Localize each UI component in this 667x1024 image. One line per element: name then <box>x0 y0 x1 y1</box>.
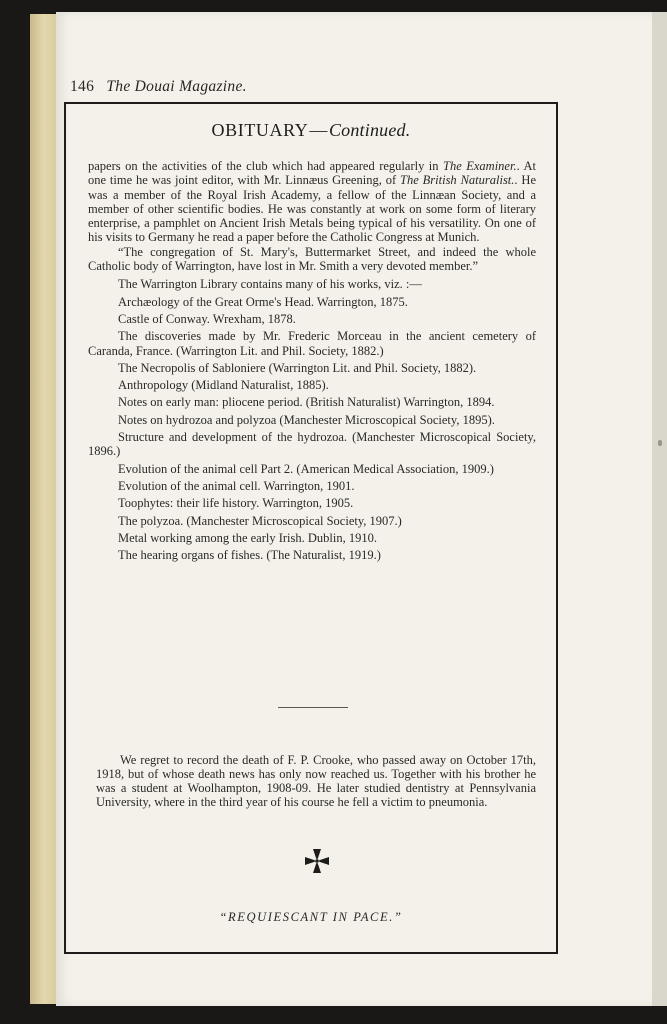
paragraph-club-papers <box>88 159 536 245</box>
work-item: Structure and development of the hydrozoa. (Manchester Microscopical Society, 1896.) <box>88 430 536 459</box>
work-item: The hearing organs of fishes. (The Naturalist, 1919.) <box>118 548 381 563</box>
work-item: Metal working among the early Irish. Dublin, 1910. <box>118 530 377 545</box>
obituary-body <box>88 159 536 562</box>
publication-examiner: The Examiner. <box>443 159 517 173</box>
work-item: The polyzoa. (Manchester Microscopical Society, 1907.) <box>118 513 402 528</box>
paragraph-library: The Warrington Library contains many of his works, viz. :— <box>118 277 422 292</box>
magazine-title: The Douai Magazine. <box>106 78 247 95</box>
cross-pattee-icon <box>304 848 330 874</box>
work-item: The discoveries made by Mr. Frederic Morceau in the ancient cemetery of Caranda, France. (Warrington Lit. and Phil. Society, 1882.) <box>88 329 536 358</box>
text-run: . He was a member of the Royal Irish Academy, a fellow of the Linnæan Society, and a member of other scientific bodies. He was constantly at work on some form of literary enterprise, a pamphlet on Ancient Irish Metals being typical of his versatility. On one of his visits to Germany he read a paper before the Catholic Congress at Munich. <box>88 173 537 245</box>
work-item: Evolution of the animal cell Part 2. (American Medical Association, 1909.) <box>118 461 494 476</box>
section-divider <box>278 707 348 708</box>
work-item: Notes on hydrozoa and polyzoa (Manchester Microscopical Society, 1895). <box>118 412 495 427</box>
work-item: Toophytes: their life history. Warrington, 1905. <box>118 496 354 511</box>
obituary-frame <box>64 102 558 954</box>
work-item: Evolution of the animal cell. Warrington, 1901. <box>118 478 355 493</box>
page-number: 146 <box>70 78 95 95</box>
requiescant-line: “REQUIESCANT IN PACE.” <box>219 910 403 924</box>
work-item: Castle of Conway. Wrexham, 1878. <box>118 311 296 326</box>
text-run: papers on the activities of the club which had appeared regularly in <box>88 159 444 173</box>
work-item: The Necropolis of Sabloniere (Warrington Lit. and Phil. Society, 1882). <box>118 360 477 375</box>
text-run: . At one time he was joint editor, with Mr. Linnæus Greening, of <box>88 159 537 188</box>
obituary-heading <box>66 120 556 141</box>
running-head <box>70 78 247 96</box>
publication-british-naturalist: The British Naturalist. <box>400 173 515 188</box>
paragraph-congregation: “The congregation of St. Mary's, Buttermarket Street, and indeed the whole Catholic body of Warrington, have lost in Mr. Smith a very devoted member.” <box>88 244 536 274</box>
work-item: Anthropology (Midland Naturalist, 1885). <box>118 378 329 393</box>
work-item: Notes on early man: pliocene period. (British Naturalist) Warrington, 1894. <box>118 395 495 410</box>
heading-continued: Continued. <box>328 120 411 140</box>
facing-page-edge <box>652 12 667 1006</box>
heading-dash: — <box>309 120 328 140</box>
work-item: Archæology of the Great Orme's Head. Warrington, 1875. <box>118 294 408 309</box>
margin-mark <box>658 440 662 446</box>
paragraph-crooke-notice: We regret to record the death of F. P. Crooke, who passed away on October 17th, 1918, but of whose death news has only now reached us. Together with his brother he was a student at Woolhampton, 1908-09. He later studied dentistry at Pennsylvania University, where in the third year of his course he fell a victim to pneumonia. <box>96 752 536 810</box>
heading-main: OBITUARY <box>211 120 309 140</box>
